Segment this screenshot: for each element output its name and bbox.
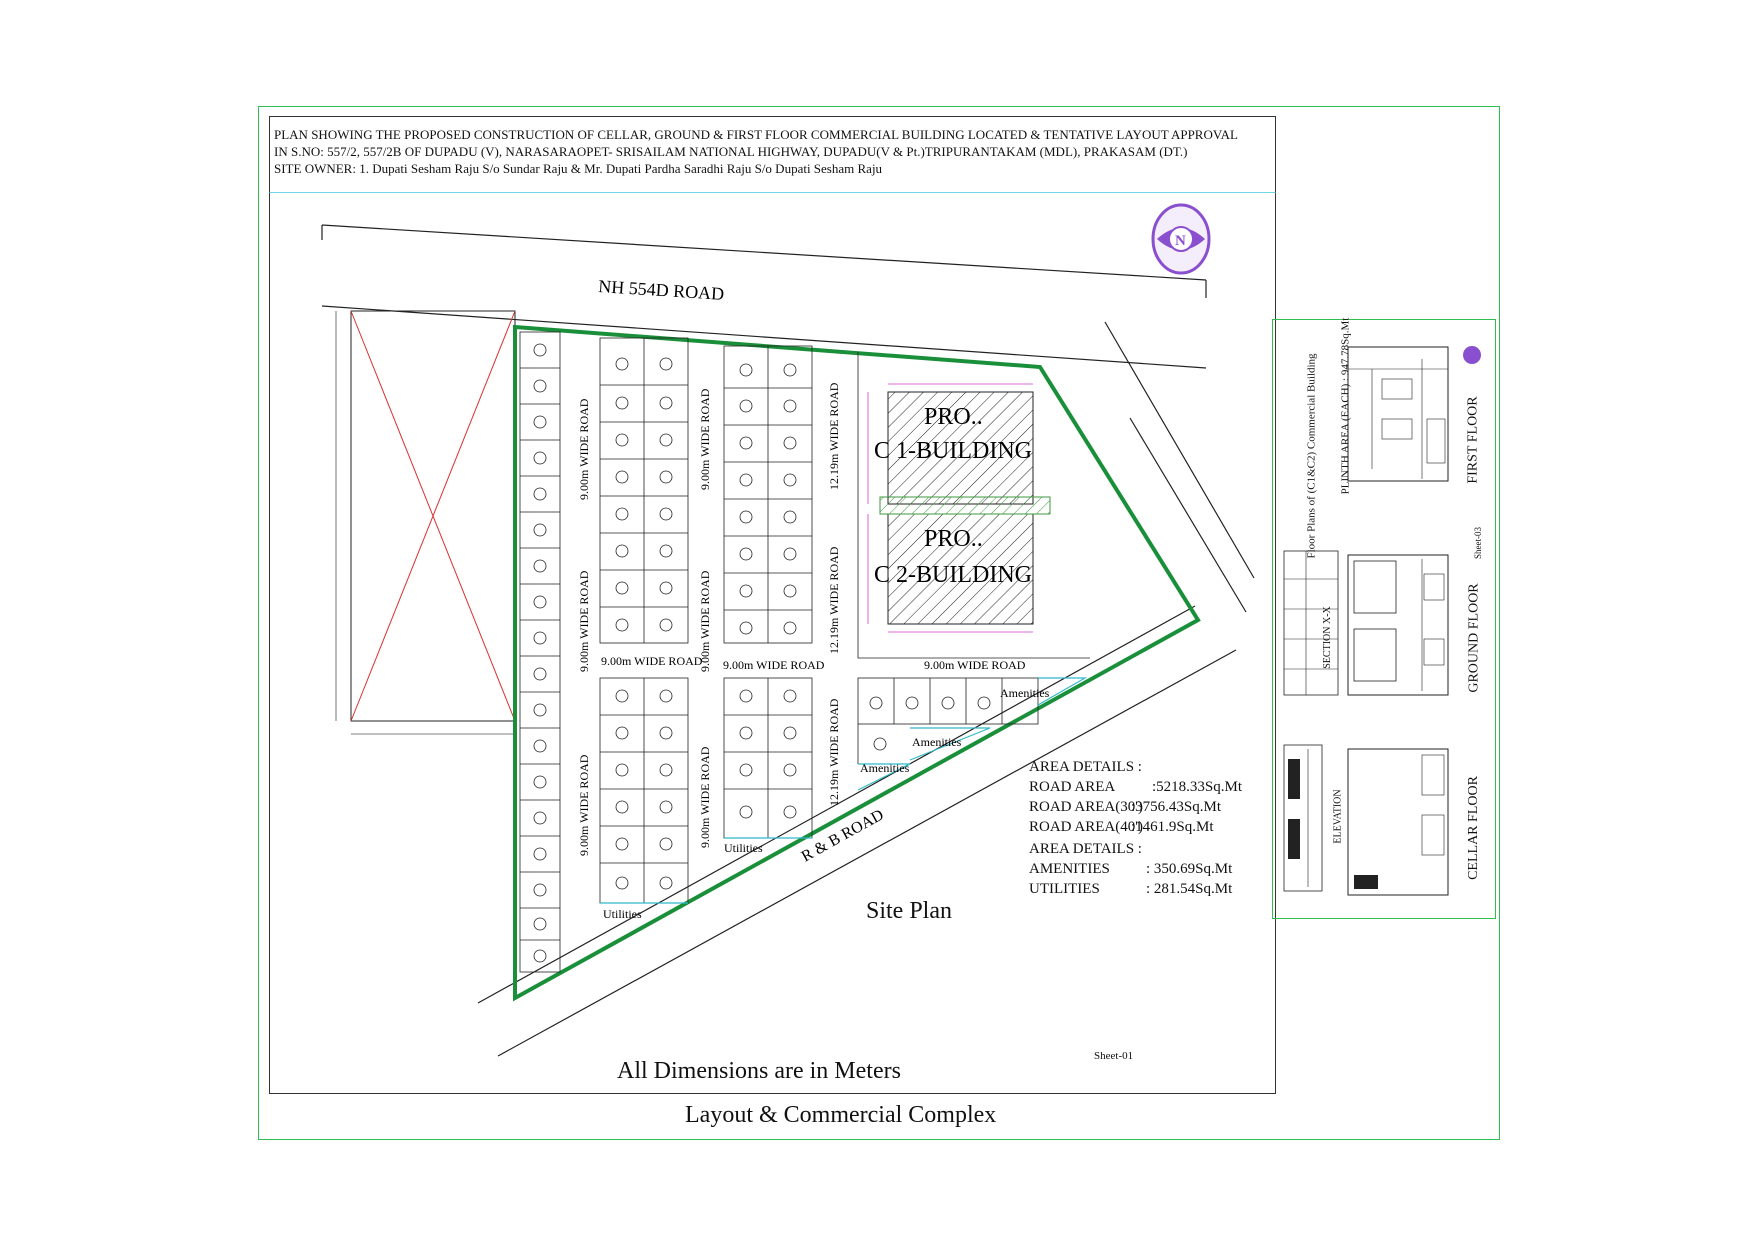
road-label-9m-a: 9.00m WIDE ROAD bbox=[577, 398, 591, 500]
sheet-01-label: Sheet-01 bbox=[1094, 1050, 1134, 1062]
road-label-9m-b: 9.00m WIDE ROAD bbox=[577, 570, 591, 672]
road-label-9m-c: 9.00m WIDE ROAD bbox=[577, 754, 591, 856]
utilities-label-1: Utilities bbox=[724, 841, 763, 855]
road-label-12m-a: 12.19m WIDE ROAD bbox=[827, 382, 841, 490]
building-c1-label-2: C 1-BUILDING bbox=[874, 438, 1032, 464]
excluded-plot bbox=[336, 311, 515, 734]
sheet-03-label: Sheet-03 bbox=[1473, 527, 1483, 559]
road-label-9m-e: 9.00m WIDE ROAD bbox=[698, 570, 712, 672]
title-line-2: IN S.NO: 557/2, 557/2B OF DUPADU (V), NARASARAOPET- SRISAILAM NATIONAL HIGHWAY, DUPADU(V & Pt.)TRIPURANTAKAM (MDL), PRAKASAM (DT.) bbox=[274, 144, 1188, 159]
cellar-floor-label: CELLAR FLOOR bbox=[1465, 776, 1481, 880]
road-area-40-value: :1461.9Sq.Mt bbox=[1131, 819, 1214, 835]
amenities-area-value: : 350.69Sq.Mt bbox=[1146, 861, 1233, 877]
road-area-30-value: :3756.43Sq.Mt bbox=[1131, 799, 1222, 815]
road-area-value: :5218.33Sq.Mt bbox=[1152, 779, 1243, 795]
floor-plans-title-2: PLINTH AREA (EACH) : 947.78Sq.Mt bbox=[1339, 317, 1352, 495]
rb-road-label: R & B ROAD bbox=[798, 806, 887, 866]
plot-column-1-markers bbox=[534, 344, 546, 962]
title-line-3: SITE OWNER: 1. Dupati Sesham Raju S/o Sundar Raju & Mr. Dupati Pardha Saradhi Raju S/o Dupati Sesham Raju bbox=[274, 161, 883, 176]
road-label-9m-h: 9.00m WIDE ROAD bbox=[723, 658, 825, 672]
site-plan-label: Site Plan bbox=[866, 898, 953, 924]
svg-text:N: N bbox=[1175, 233, 1186, 249]
utilities-area-label: UTILITIES bbox=[1029, 881, 1100, 897]
utilities-label-2: Utilities bbox=[603, 907, 642, 921]
road-label-9m-d: 9.00m WIDE ROAD bbox=[698, 388, 712, 490]
road-label-12m-c: 12.19m WIDE ROAD bbox=[827, 698, 841, 806]
plot-block-2 bbox=[600, 338, 688, 903]
road-area-30-label: ROAD AREA(30') bbox=[1029, 799, 1143, 815]
road-label-9m-f: 9.00m WIDE ROAD bbox=[698, 746, 712, 848]
floor-plans-title-1: Floor Plans of (C1&C2) Commercial Building bbox=[1305, 353, 1318, 559]
road-label-12m-b: 12.19m WIDE ROAD bbox=[827, 546, 841, 654]
amenities-label-3: Amenities bbox=[860, 761, 910, 775]
amenity-outlines bbox=[600, 678, 1085, 903]
road-area-40-label: ROAD AREA(40') bbox=[1029, 819, 1143, 835]
rb-road-edges bbox=[478, 322, 1254, 1056]
nh-road-label: NH 554D ROAD bbox=[597, 276, 725, 304]
amenities-area-label: AMENITIES bbox=[1029, 861, 1110, 877]
commercial-plot bbox=[858, 352, 1090, 658]
amenities-label-2: Amenities bbox=[912, 735, 962, 749]
first-floor-label: FIRST FLOOR bbox=[1465, 396, 1481, 484]
dimensions-note: All Dimensions are in Meters bbox=[617, 1058, 901, 1084]
elevation-label: ELEVATION bbox=[1332, 789, 1344, 844]
title-line-1: PLAN SHOWING THE PROPOSED CONSTRUCTION OF CELLAR, GROUND & FIRST FLOOR COMMERCIAL BUILDING LOCATED & TENTATIVE LAYOUT APPROVAL bbox=[274, 127, 1238, 142]
building-c2-label-1: PRO.. bbox=[924, 526, 983, 552]
road-area-label: ROAD AREA bbox=[1029, 779, 1116, 795]
ground-floor-label: GROUND FLOOR bbox=[1466, 583, 1482, 693]
building-c2-label-2: C 2-BUILDING bbox=[874, 562, 1032, 588]
building-c1-label-1: PRO.. bbox=[924, 404, 983, 430]
road-label-9m-g: 9.00m WIDE ROAD bbox=[601, 654, 703, 668]
footer-title: Layout & Commercial Complex bbox=[685, 1102, 997, 1128]
area-details-heading-1: AREA DETAILS : bbox=[1029, 759, 1142, 775]
section-label: SECTION X-X bbox=[1321, 606, 1333, 669]
plot-block-3 bbox=[724, 346, 812, 838]
north-arrow-icon bbox=[1151, 203, 1211, 275]
utilities-area-value: : 281.54Sq.Mt bbox=[1146, 881, 1233, 897]
amenities-label-1: Amenities bbox=[1000, 686, 1050, 700]
road-label-9m-i: 9.00m WIDE ROAD bbox=[924, 658, 1026, 672]
area-details-heading-2: AREA DETAILS : bbox=[1029, 841, 1142, 857]
